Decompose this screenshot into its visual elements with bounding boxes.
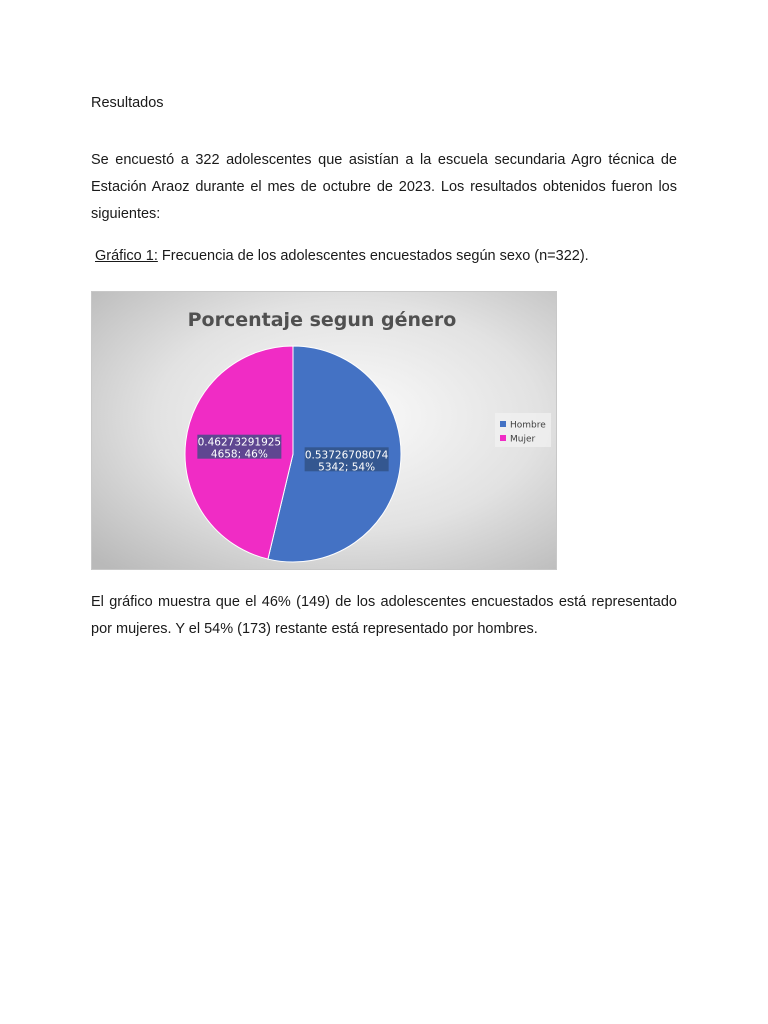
caption-text: Frecuencia de los adolescentes encuestados según sexo (n=322). [157,248,589,264]
intro-paragraph: Se encuestó a 322 adolescentes que asistían a la escuela secundaria Agro técnica de Estación Araoz durante el mes de octubre de 2023. Los resultados obtenidos fueron los siguientes: [91,152,677,222]
conclusion-paragraph: El gráfico muestra que el 46% (149) de los adolescentes encuestados está representado por mujeres. Y el 54% (173) restante está representado por hombres. [91,594,677,637]
legend-label-mujer: Mujer [510,434,536,445]
caption-label: Gráfico 1: [95,248,158,264]
legend-label-hombre: Hombre [510,420,546,431]
data-label-line: 4658; 46% [210,448,268,461]
data-label-line: 5342; 54% [318,461,376,474]
data-label-line: 0.46273291925 [197,436,282,449]
data-label-hombre [305,447,389,473]
figure-caption [95,246,589,266]
data-label-mujer [197,435,281,461]
chart-title: Porcentaje segun género [187,309,457,331]
pie-chart [91,291,557,570]
chart-legend [495,413,551,447]
pie-chart-svg [92,292,556,569]
section-heading: Resultados [91,95,164,111]
legend-swatch-hombre [500,421,506,427]
data-label-line: 0.53726708074 [304,449,389,462]
legend-swatch-mujer [500,435,506,441]
